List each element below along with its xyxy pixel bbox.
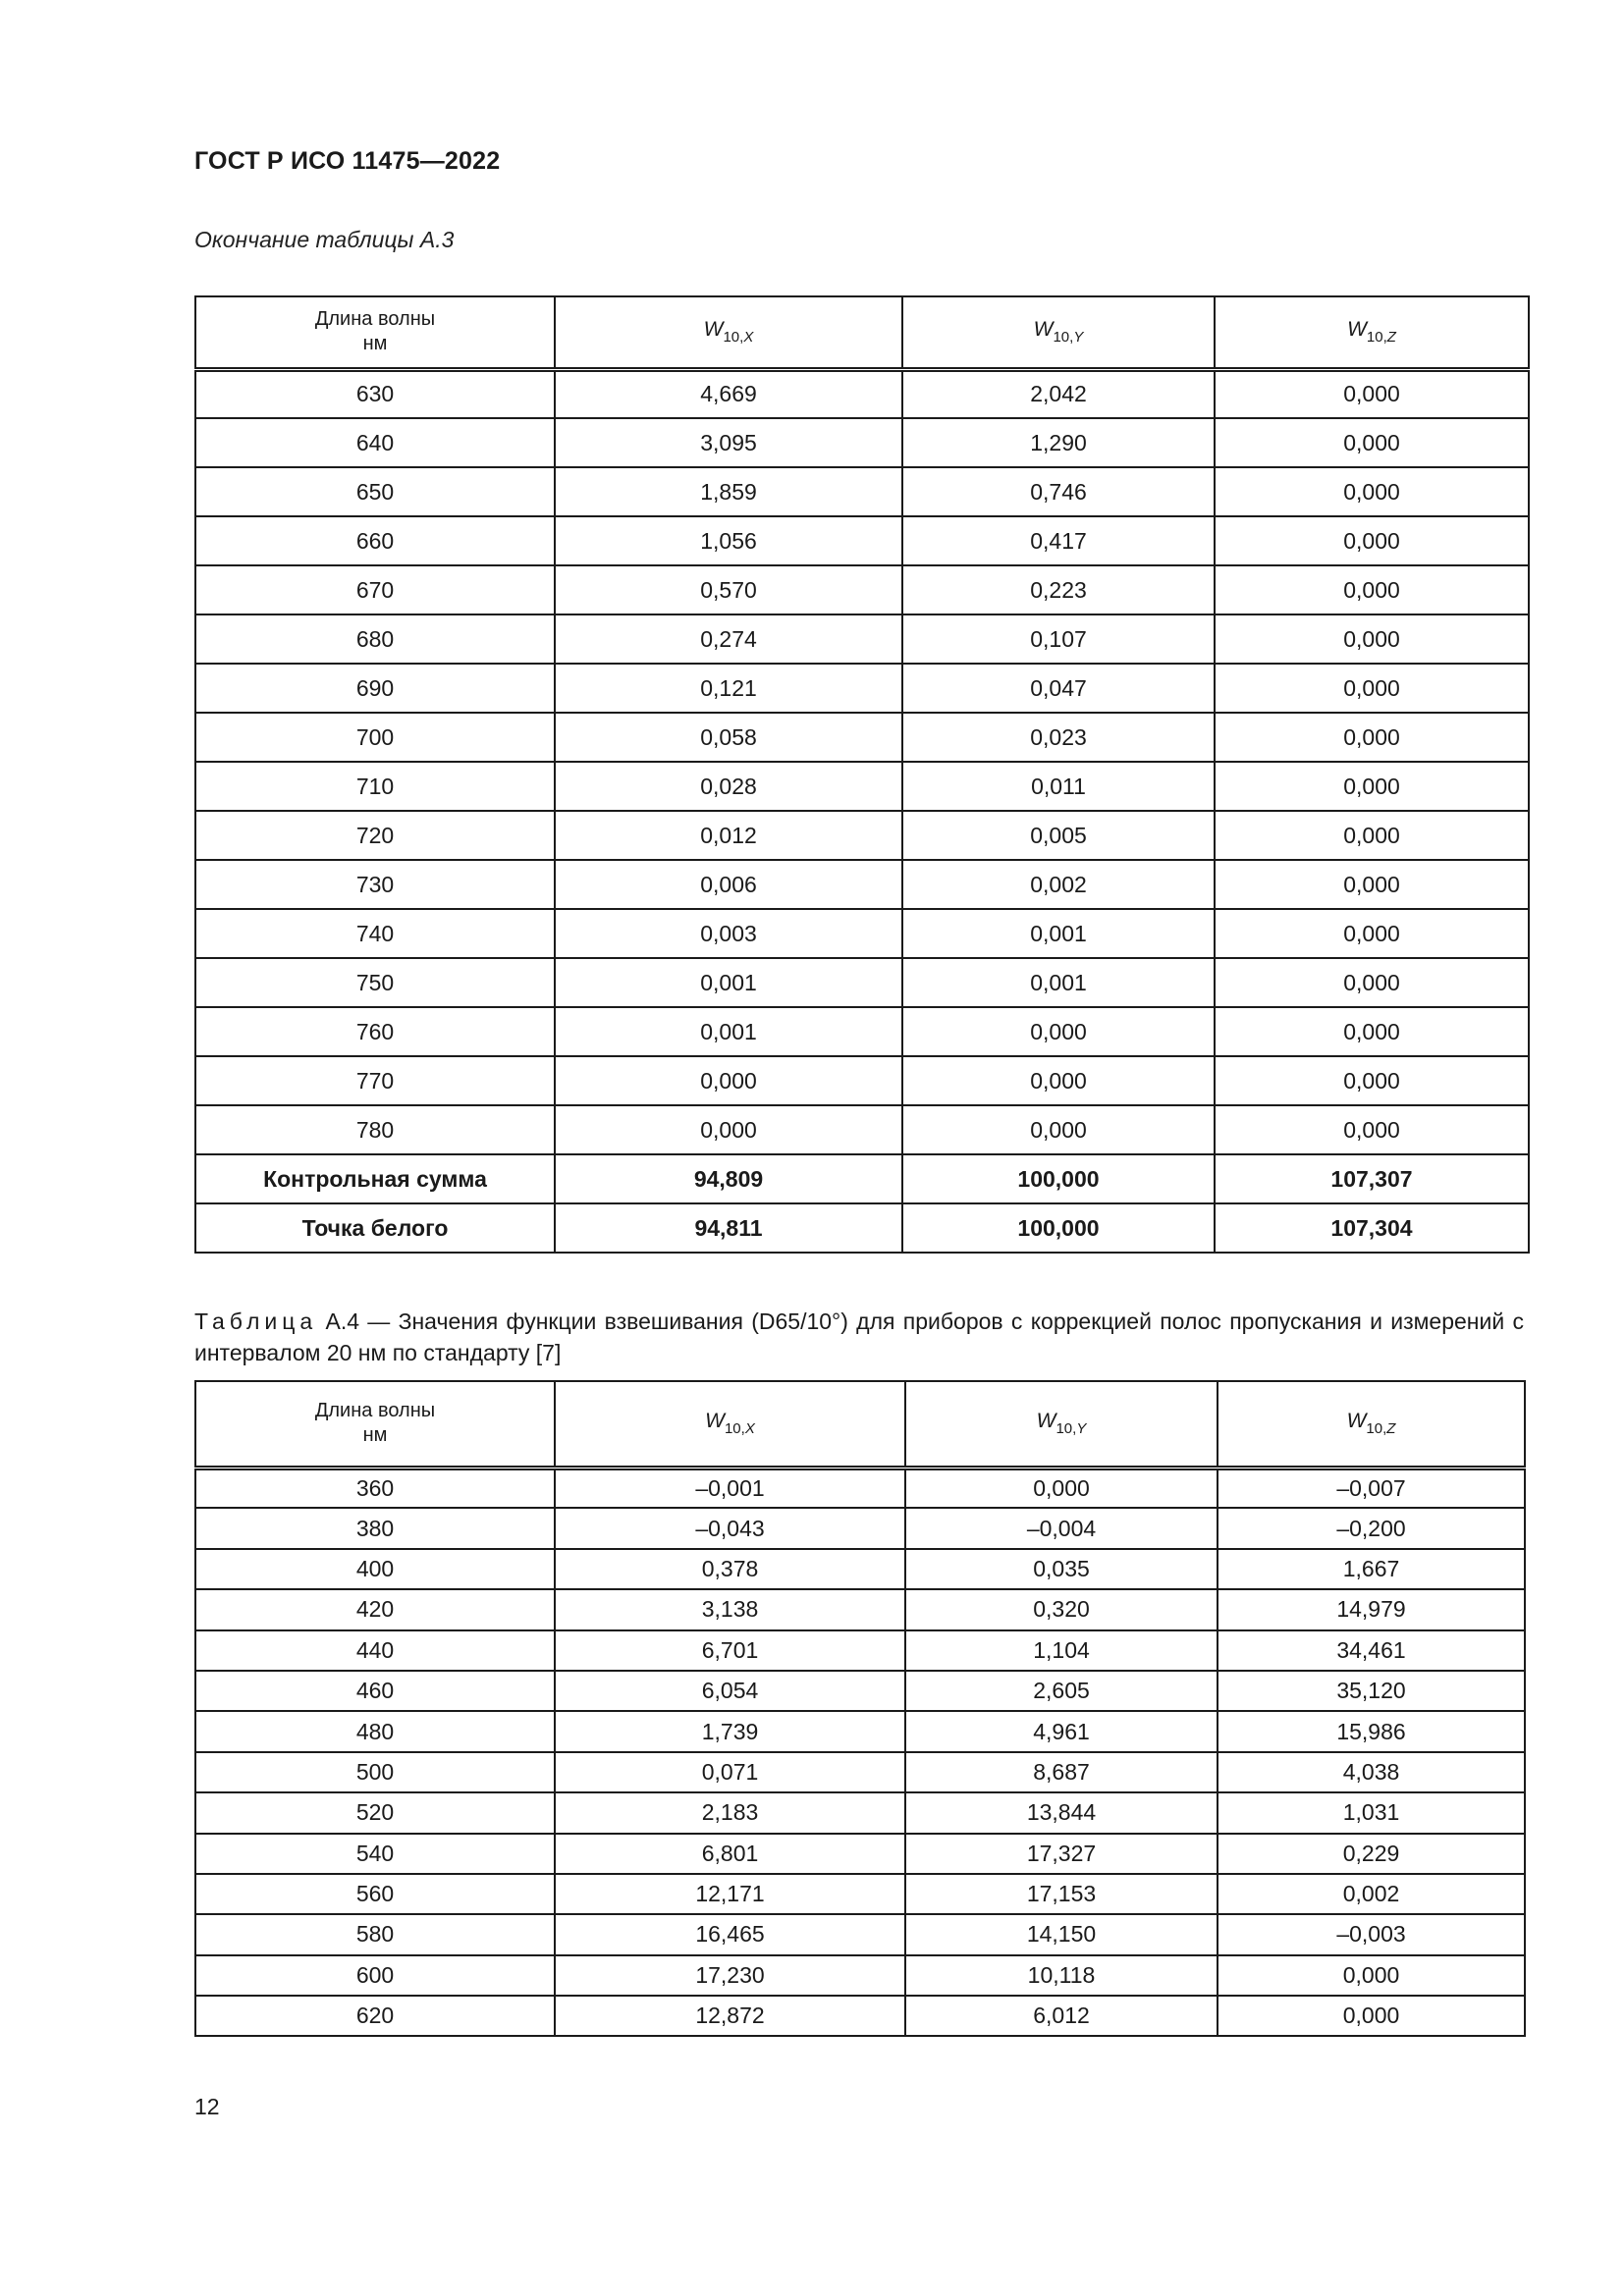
cell-w10x: 0,121 bbox=[555, 664, 902, 713]
header-w-symbol: W bbox=[705, 1410, 725, 1433]
cell-wavelength: 440 bbox=[195, 1630, 555, 1671]
cell-w10y: 0,417 bbox=[902, 516, 1215, 565]
cell-w10z: 0,000 bbox=[1215, 860, 1529, 909]
cell-w10z: 35,120 bbox=[1218, 1671, 1525, 1711]
cell-w10y: 0,000 bbox=[905, 1468, 1218, 1508]
header-wavelength-label: Длина волны bbox=[314, 308, 436, 331]
cell-w10y: 4,961 bbox=[905, 1711, 1218, 1751]
cell-wavelength: 400 bbox=[195, 1549, 555, 1589]
table-summary-row bbox=[195, 1203, 1529, 1253]
cell-w10y: 0,011 bbox=[902, 762, 1215, 811]
header-w-symbol: W bbox=[1346, 1410, 1367, 1433]
cell-wavelength: 740 bbox=[195, 909, 555, 958]
cell-w10x: 3,138 bbox=[555, 1589, 905, 1629]
table-row bbox=[195, 1711, 1525, 1751]
cell-w10z: 0,000 bbox=[1215, 1056, 1529, 1105]
table-row bbox=[195, 1007, 1529, 1056]
table-row bbox=[195, 713, 1529, 762]
table-row bbox=[195, 614, 1529, 664]
header-wavelength bbox=[195, 1381, 555, 1468]
cell-wavelength: 640 bbox=[195, 418, 555, 467]
table-a4-caption-text: А.4 — Значения функции взвешивания (D65/10°) для приборов с коррекцией полос пропускания и измерений с интервалом 20 нм по стандарту [7] bbox=[194, 1308, 1524, 1365]
cell-w10z: 0,000 bbox=[1215, 811, 1529, 860]
cell-wavelength: 760 bbox=[195, 1007, 555, 1056]
cell-wavelength: Точка белого bbox=[195, 1203, 555, 1253]
cell-w10y: 0,023 bbox=[902, 713, 1215, 762]
cell-w10x: 0,071 bbox=[555, 1752, 905, 1792]
header-w-symbol: W bbox=[1347, 318, 1367, 342]
header-w-subscript: 10,X bbox=[723, 329, 754, 347]
table-row bbox=[195, 565, 1529, 614]
table-row bbox=[195, 1671, 1525, 1711]
cell-wavelength: 560 bbox=[195, 1874, 555, 1914]
cell-w10y: 100,000 bbox=[902, 1203, 1215, 1253]
table-row bbox=[195, 1589, 1525, 1629]
table-a4-caption bbox=[194, 1306, 1524, 1368]
cell-w10x: 6,701 bbox=[555, 1630, 905, 1671]
header-w10z bbox=[1215, 296, 1529, 369]
cell-wavelength: 580 bbox=[195, 1914, 555, 1954]
cell-wavelength: 780 bbox=[195, 1105, 555, 1154]
header-w10x bbox=[555, 296, 902, 369]
cell-w10z: 0,000 bbox=[1215, 516, 1529, 565]
cell-w10y: 0,035 bbox=[905, 1549, 1218, 1589]
cell-w10x: 0,274 bbox=[555, 614, 902, 664]
cell-wavelength: 690 bbox=[195, 664, 555, 713]
header-w-symbol: W bbox=[703, 318, 724, 342]
cell-w10x: 0,378 bbox=[555, 1549, 905, 1589]
table-row bbox=[195, 811, 1529, 860]
table-row bbox=[195, 418, 1529, 467]
table-row bbox=[195, 516, 1529, 565]
cell-wavelength: 540 bbox=[195, 1834, 555, 1874]
cell-w10x: 12,872 bbox=[555, 1996, 905, 2036]
cell-w10z: 0,002 bbox=[1218, 1874, 1525, 1914]
cell-w10z: 0,000 bbox=[1215, 909, 1529, 958]
table-row bbox=[195, 1752, 1525, 1792]
cell-w10y: 2,605 bbox=[905, 1671, 1218, 1711]
table-header-row bbox=[195, 296, 1529, 369]
cell-w10y: 14,150 bbox=[905, 1914, 1218, 1954]
table-row bbox=[195, 1630, 1525, 1671]
cell-w10x: 94,809 bbox=[555, 1154, 902, 1203]
header-w-symbol: W bbox=[1036, 1410, 1056, 1433]
cell-w10y: 1,290 bbox=[902, 418, 1215, 467]
cell-w10y: 1,104 bbox=[905, 1630, 1218, 1671]
document-header: ГОСТ Р ИСО 11475—2022 bbox=[194, 147, 501, 175]
cell-w10z: 1,031 bbox=[1218, 1792, 1525, 1833]
cell-wavelength: 720 bbox=[195, 811, 555, 860]
cell-wavelength: 630 bbox=[195, 369, 555, 418]
header-wavelength-unit: нм bbox=[362, 1424, 388, 1447]
cell-w10z: 14,979 bbox=[1218, 1589, 1525, 1629]
cell-w10y: 0,320 bbox=[905, 1589, 1218, 1629]
header-wavelength bbox=[195, 296, 555, 369]
cell-w10x: 94,811 bbox=[555, 1203, 902, 1253]
table-a4-caption-label: Таблица bbox=[194, 1308, 318, 1334]
cell-w10z: 1,667 bbox=[1218, 1549, 1525, 1589]
table-row bbox=[195, 1914, 1525, 1954]
cell-w10x: 1,739 bbox=[555, 1711, 905, 1751]
cell-w10x: 1,056 bbox=[555, 516, 902, 565]
cell-w10y: 0,001 bbox=[902, 958, 1215, 1007]
table-a3-body bbox=[195, 369, 1529, 1253]
cell-w10x: 0,012 bbox=[555, 811, 902, 860]
cell-wavelength: 380 bbox=[195, 1508, 555, 1548]
table-row bbox=[195, 467, 1529, 516]
table-row bbox=[195, 1056, 1529, 1105]
table-row bbox=[195, 762, 1529, 811]
cell-w10x: 0,000 bbox=[555, 1105, 902, 1154]
cell-w10y: 17,153 bbox=[905, 1874, 1218, 1914]
cell-wavelength: 730 bbox=[195, 860, 555, 909]
cell-w10x: 2,183 bbox=[555, 1792, 905, 1833]
cell-wavelength: 420 bbox=[195, 1589, 555, 1629]
cell-w10x: –0,043 bbox=[555, 1508, 905, 1548]
table-row bbox=[195, 860, 1529, 909]
cell-w10y: 0,002 bbox=[902, 860, 1215, 909]
cell-w10y: 10,118 bbox=[905, 1955, 1218, 1996]
header-w-subscript: 10,Y bbox=[1053, 329, 1084, 347]
cell-wavelength: 360 bbox=[195, 1468, 555, 1508]
table-row bbox=[195, 1105, 1529, 1154]
cell-w10z: 15,986 bbox=[1218, 1711, 1525, 1751]
cell-w10x: 0,570 bbox=[555, 565, 902, 614]
cell-w10y: 17,327 bbox=[905, 1834, 1218, 1874]
cell-w10x: 0,006 bbox=[555, 860, 902, 909]
table-header-row bbox=[195, 1381, 1525, 1468]
table-row bbox=[195, 1508, 1525, 1548]
header-w-subscript: 10,X bbox=[724, 1420, 755, 1438]
cell-w10y: 0,000 bbox=[902, 1056, 1215, 1105]
cell-w10z: 0,000 bbox=[1215, 614, 1529, 664]
cell-wavelength: 500 bbox=[195, 1752, 555, 1792]
header-wavelength-label: Длина волны bbox=[314, 1400, 436, 1422]
cell-wavelength: 600 bbox=[195, 1955, 555, 1996]
cell-w10z: 0,000 bbox=[1218, 1955, 1525, 1996]
table-a3-continuation-label: Окончание таблицы А.3 bbox=[194, 227, 455, 252]
cell-w10x: 1,859 bbox=[555, 467, 902, 516]
cell-w10x: 12,171 bbox=[555, 1874, 905, 1914]
cell-w10y: 0,000 bbox=[902, 1007, 1215, 1056]
table-row bbox=[195, 1996, 1525, 2036]
table-row bbox=[195, 1834, 1525, 1874]
cell-w10x: 6,054 bbox=[555, 1671, 905, 1711]
cell-w10y: 0,223 bbox=[902, 565, 1215, 614]
cell-w10z: 4,038 bbox=[1218, 1752, 1525, 1792]
cell-w10y: 0,000 bbox=[902, 1105, 1215, 1154]
cell-w10x: 0,001 bbox=[555, 958, 902, 1007]
cell-wavelength: Контрольная сумма bbox=[195, 1154, 555, 1203]
cell-wavelength: 710 bbox=[195, 762, 555, 811]
cell-w10y: 0,001 bbox=[902, 909, 1215, 958]
header-w-subscript: 10,Z bbox=[1366, 329, 1396, 347]
cell-w10z: 107,307 bbox=[1215, 1154, 1529, 1203]
cell-w10y: –0,004 bbox=[905, 1508, 1218, 1548]
cell-w10x: 0,000 bbox=[555, 1056, 902, 1105]
cell-wavelength: 520 bbox=[195, 1792, 555, 1833]
table-a4 bbox=[194, 1380, 1526, 2037]
header-w-subscript: 10,Z bbox=[1366, 1420, 1396, 1438]
cell-wavelength: 670 bbox=[195, 565, 555, 614]
cell-wavelength: 620 bbox=[195, 1996, 555, 2036]
cell-wavelength: 700 bbox=[195, 713, 555, 762]
table-row bbox=[195, 1792, 1525, 1833]
cell-wavelength: 750 bbox=[195, 958, 555, 1007]
cell-w10y: 13,844 bbox=[905, 1792, 1218, 1833]
cell-w10z: 0,000 bbox=[1215, 565, 1529, 614]
cell-w10y: 0,746 bbox=[902, 467, 1215, 516]
cell-w10z: 107,304 bbox=[1215, 1203, 1529, 1253]
header-w-symbol: W bbox=[1033, 318, 1054, 342]
cell-w10x: 3,095 bbox=[555, 418, 902, 467]
cell-w10z: 0,000 bbox=[1215, 713, 1529, 762]
cell-wavelength: 480 bbox=[195, 1711, 555, 1751]
header-w10x bbox=[555, 1381, 905, 1468]
table-a3 bbox=[194, 295, 1530, 1254]
cell-w10y: 0,005 bbox=[902, 811, 1215, 860]
cell-w10x: 4,669 bbox=[555, 369, 902, 418]
cell-w10x: 0,058 bbox=[555, 713, 902, 762]
cell-wavelength: 460 bbox=[195, 1671, 555, 1711]
cell-wavelength: 660 bbox=[195, 516, 555, 565]
cell-w10z: 0,000 bbox=[1215, 958, 1529, 1007]
header-w10z bbox=[1218, 1381, 1525, 1468]
table-row bbox=[195, 664, 1529, 713]
cell-w10z: 0,229 bbox=[1218, 1834, 1525, 1874]
cell-w10y: 0,047 bbox=[902, 664, 1215, 713]
cell-w10x: –0,001 bbox=[555, 1468, 905, 1508]
cell-w10z: 0,000 bbox=[1215, 762, 1529, 811]
cell-w10y: 6,012 bbox=[905, 1996, 1218, 2036]
header-w10y bbox=[902, 296, 1215, 369]
cell-w10x: 17,230 bbox=[555, 1955, 905, 1996]
header-wavelength-unit: нм bbox=[362, 333, 388, 355]
cell-w10z: 0,000 bbox=[1215, 1105, 1529, 1154]
page-number: 12 bbox=[194, 2094, 220, 2119]
cell-w10z: 0,000 bbox=[1215, 1007, 1529, 1056]
cell-w10z: 0,000 bbox=[1215, 664, 1529, 713]
cell-w10z: 34,461 bbox=[1218, 1630, 1525, 1671]
table-row bbox=[195, 958, 1529, 1007]
table-row bbox=[195, 909, 1529, 958]
table-row bbox=[195, 369, 1529, 418]
cell-w10z: 0,000 bbox=[1215, 467, 1529, 516]
cell-w10z: 0,000 bbox=[1215, 418, 1529, 467]
cell-wavelength: 770 bbox=[195, 1056, 555, 1105]
cell-wavelength: 650 bbox=[195, 467, 555, 516]
table-row bbox=[195, 1874, 1525, 1914]
table-summary-row bbox=[195, 1154, 1529, 1203]
cell-w10x: 0,003 bbox=[555, 909, 902, 958]
cell-w10z: –0,007 bbox=[1218, 1468, 1525, 1508]
cell-w10z: –0,003 bbox=[1218, 1914, 1525, 1954]
header-w-subscript: 10,Y bbox=[1056, 1420, 1087, 1438]
cell-w10x: 6,801 bbox=[555, 1834, 905, 1874]
cell-w10z: 0,000 bbox=[1218, 1996, 1525, 2036]
cell-w10y: 100,000 bbox=[902, 1154, 1215, 1203]
table-a4-body bbox=[195, 1468, 1525, 2036]
cell-w10y: 2,042 bbox=[902, 369, 1215, 418]
table-row bbox=[195, 1955, 1525, 1996]
cell-w10y: 0,107 bbox=[902, 614, 1215, 664]
cell-w10z: 0,000 bbox=[1215, 369, 1529, 418]
header-w10y bbox=[905, 1381, 1218, 1468]
cell-w10x: 0,028 bbox=[555, 762, 902, 811]
cell-w10x: 0,001 bbox=[555, 1007, 902, 1056]
table-row bbox=[195, 1468, 1525, 1508]
cell-wavelength: 680 bbox=[195, 614, 555, 664]
cell-w10y: 8,687 bbox=[905, 1752, 1218, 1792]
cell-w10z: –0,200 bbox=[1218, 1508, 1525, 1548]
cell-w10x: 16,465 bbox=[555, 1914, 905, 1954]
table-row bbox=[195, 1549, 1525, 1589]
